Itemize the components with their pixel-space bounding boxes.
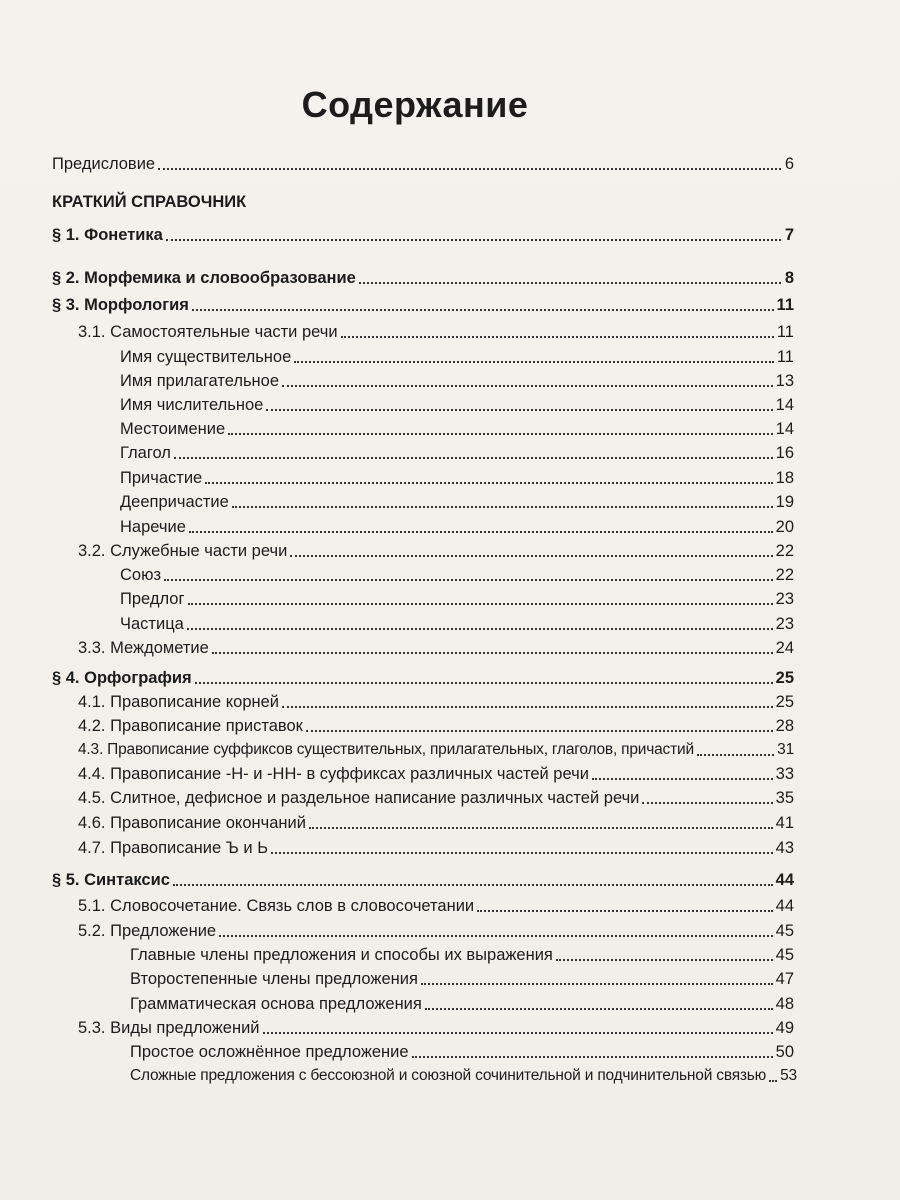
dot-leader xyxy=(642,802,772,804)
toc-entry-label: Имя существительное xyxy=(120,348,292,366)
dot-leader xyxy=(697,754,774,756)
toc-entry-label: Второстепенные члены предложения xyxy=(130,970,418,988)
dot-leader xyxy=(188,603,773,605)
toc-entry-label: Простое осложнённое предложение xyxy=(130,1043,409,1061)
toc-entry-page: 48 xyxy=(775,995,794,1013)
toc-entry xyxy=(52,391,794,415)
toc-entry-page: 45 xyxy=(775,946,794,964)
dot-leader xyxy=(192,309,774,311)
toc-entry-page: 31 xyxy=(777,741,794,758)
toc-entry-page: 41 xyxy=(775,814,794,832)
toc-entry-page: 47 xyxy=(775,970,794,988)
toc-entry xyxy=(52,809,794,833)
dot-leader xyxy=(166,239,781,241)
toc-entry-page: 53 xyxy=(780,1067,797,1084)
dot-leader xyxy=(266,409,772,411)
toc-entry-label: КРАТКИЙ СПРАВОЧНИК xyxy=(52,193,247,211)
dot-leader xyxy=(341,336,774,338)
toc-entry-label: § 2. Морфемика и словообразование xyxy=(52,269,356,287)
toc-entry xyxy=(52,917,794,941)
dot-leader xyxy=(306,730,773,732)
toc-entry-page: 20 xyxy=(775,518,794,536)
toc-entry xyxy=(52,1014,794,1038)
dot-leader xyxy=(232,506,773,508)
toc-entry xyxy=(52,264,794,288)
toc-entry-label: § 4. Орфография xyxy=(52,669,192,687)
toc-entry xyxy=(52,610,794,634)
toc-entry-label: Грамматическая основа предложения xyxy=(130,995,422,1013)
toc-entry xyxy=(52,834,794,858)
dot-leader xyxy=(425,1008,773,1010)
toc-entry xyxy=(52,291,794,315)
toc-entry-label: 4.5. Слитное, дефисное и раздельное написание различных частей речи xyxy=(78,789,640,807)
dot-leader xyxy=(187,628,773,630)
toc-entry-label: 4.1. Правописание корней xyxy=(78,693,280,711)
toc-entry xyxy=(52,634,794,658)
toc-entry-label: Имя числительное xyxy=(120,396,264,414)
toc-entry xyxy=(52,150,794,174)
toc-entry-page: 11 xyxy=(776,296,794,314)
toc-entry-label: 4.2. Правописание приставок xyxy=(78,717,303,735)
toc-entry xyxy=(52,464,794,488)
toc-entry xyxy=(52,736,794,760)
toc-entry-label: Причастие xyxy=(120,469,203,487)
toc-entry-label: Имя прилагательное xyxy=(120,372,280,390)
toc-entry-page: 11 xyxy=(776,323,794,341)
toc-entry xyxy=(52,965,794,989)
toc-entry xyxy=(52,990,794,1014)
dot-leader xyxy=(263,1032,773,1034)
toc-entry-label: 3.1. Самостоятельные части речи xyxy=(78,323,338,341)
toc-entry-label: 4.3. Правописание суффиксов существительных, прилагательных, глаголов, причастий xyxy=(78,741,694,758)
toc-entry xyxy=(52,664,794,688)
toc-entry xyxy=(52,561,794,585)
toc-entry-page: 19 xyxy=(775,493,794,511)
toc-entry-label: 5.1. Словосочетание. Связь слов в словосочетании xyxy=(78,897,475,915)
toc-entry-page: 28 xyxy=(775,717,794,735)
toc-entry-label: Предисловие xyxy=(52,155,156,173)
toc-entry xyxy=(52,221,794,245)
toc-entry-label: § 5. Синтаксис xyxy=(52,871,170,889)
dot-leader xyxy=(228,433,772,435)
dot-leader xyxy=(592,778,773,780)
toc-entry-page: 7 xyxy=(784,226,794,244)
dot-leader xyxy=(174,457,773,459)
toc-entry xyxy=(52,941,794,965)
toc-entry-page: 24 xyxy=(775,639,794,657)
dot-leader xyxy=(164,579,773,581)
toc-entry-page: 44 xyxy=(775,871,794,889)
dot-leader xyxy=(173,884,773,886)
toc-entry-label: 4.6. Правописание окончаний xyxy=(78,814,306,832)
toc-entry-label: 5.2. Предложение xyxy=(78,922,217,940)
toc-entry-label: Сложные предложения с бессоюзной и союзной сочинительной и подчинительной связью xyxy=(130,1067,767,1084)
toc-entry xyxy=(52,712,794,736)
toc-entry-page: 18 xyxy=(775,469,794,487)
toc-section-heading xyxy=(52,188,794,212)
toc-entry-label: § 3. Морфология xyxy=(52,296,189,314)
dot-leader xyxy=(359,282,781,284)
toc-entry-page: 23 xyxy=(775,590,794,608)
toc-entry-page: 25 xyxy=(775,693,794,711)
toc-entry xyxy=(52,513,794,537)
toc-entry xyxy=(52,1062,797,1086)
toc-entry-label: Глагол xyxy=(120,444,171,462)
toc-entry xyxy=(52,488,794,512)
toc-entry-page: 35 xyxy=(775,789,794,807)
toc-entry xyxy=(52,585,794,609)
dot-leader xyxy=(158,168,781,170)
toc-entry xyxy=(52,415,794,439)
toc-entry xyxy=(52,866,794,890)
toc-entry-page: 8 xyxy=(784,269,794,287)
dot-leader xyxy=(290,555,772,557)
toc-entry-page: 6 xyxy=(784,155,794,173)
dot-leader xyxy=(294,361,774,363)
toc-entry-page: 23 xyxy=(775,615,794,633)
dot-leader xyxy=(556,959,773,961)
dot-leader xyxy=(195,682,773,684)
toc-entry-label: Местоимение xyxy=(120,420,226,438)
toc-entry-label: Частица xyxy=(120,615,184,633)
toc-entry xyxy=(52,784,794,808)
toc-entry-page: 50 xyxy=(775,1043,794,1061)
toc-entry-page: 22 xyxy=(775,542,794,560)
toc-entry xyxy=(52,439,794,463)
dot-leader xyxy=(189,531,773,533)
dot-leader xyxy=(282,385,773,387)
toc-entry-page: 49 xyxy=(775,1019,794,1037)
toc-entry-label: Деепричастие xyxy=(120,493,229,511)
toc-entry xyxy=(52,318,794,342)
toc-entry xyxy=(52,343,794,367)
dot-leader xyxy=(219,935,773,937)
toc-entry-label: Наречие xyxy=(120,518,186,536)
toc-entry-page: 44 xyxy=(775,897,794,915)
toc-entry-page: 14 xyxy=(775,396,794,414)
toc-entry-label: § 1. Фонетика xyxy=(52,226,163,244)
toc-entry xyxy=(52,1038,794,1062)
toc-entry-page: 33 xyxy=(775,765,794,783)
toc-entry-label: Главные члены предложения и способы их выражения xyxy=(130,946,553,964)
toc-entry-label: 3.3. Междометие xyxy=(78,639,209,657)
toc-entry xyxy=(52,892,794,916)
toc-entry-label: Предлог xyxy=(120,590,185,608)
toc-entry-page: 13 xyxy=(775,372,794,390)
toc-entry-label: 3.2. Служебные части речи xyxy=(78,542,288,560)
toc-entry-page: 14 xyxy=(775,420,794,438)
toc-entry xyxy=(52,688,794,712)
dot-leader xyxy=(282,706,773,708)
toc-entry-page: 11 xyxy=(776,348,794,366)
toc-entry-page: 22 xyxy=(775,566,794,584)
toc-entry xyxy=(52,760,794,784)
toc-entry-label: 4.4. Правописание -Н- и -НН- в суффиксах различных частей речи xyxy=(78,765,589,783)
toc-entry-page: 16 xyxy=(775,444,794,462)
toc-entry xyxy=(52,537,794,561)
dot-leader xyxy=(769,1080,777,1082)
toc-entry-label: 5.3. Виды предложений xyxy=(78,1019,260,1037)
page-title: Содержание xyxy=(301,84,529,125)
dot-leader xyxy=(212,652,773,654)
dot-leader xyxy=(205,482,772,484)
dot-leader xyxy=(412,1056,773,1058)
dot-leader xyxy=(309,827,773,829)
toc-entry-page: 43 xyxy=(775,839,794,857)
dot-leader xyxy=(271,852,773,854)
toc-entry-page: 25 xyxy=(775,669,794,687)
dot-leader xyxy=(421,983,773,985)
toc-entry xyxy=(52,367,794,391)
toc-entry-label: Союз xyxy=(120,566,162,584)
toc-entry-page: 45 xyxy=(775,922,794,940)
toc-entry-label: 4.7. Правописание Ъ и Ь xyxy=(78,839,269,857)
dot-leader xyxy=(477,910,772,912)
